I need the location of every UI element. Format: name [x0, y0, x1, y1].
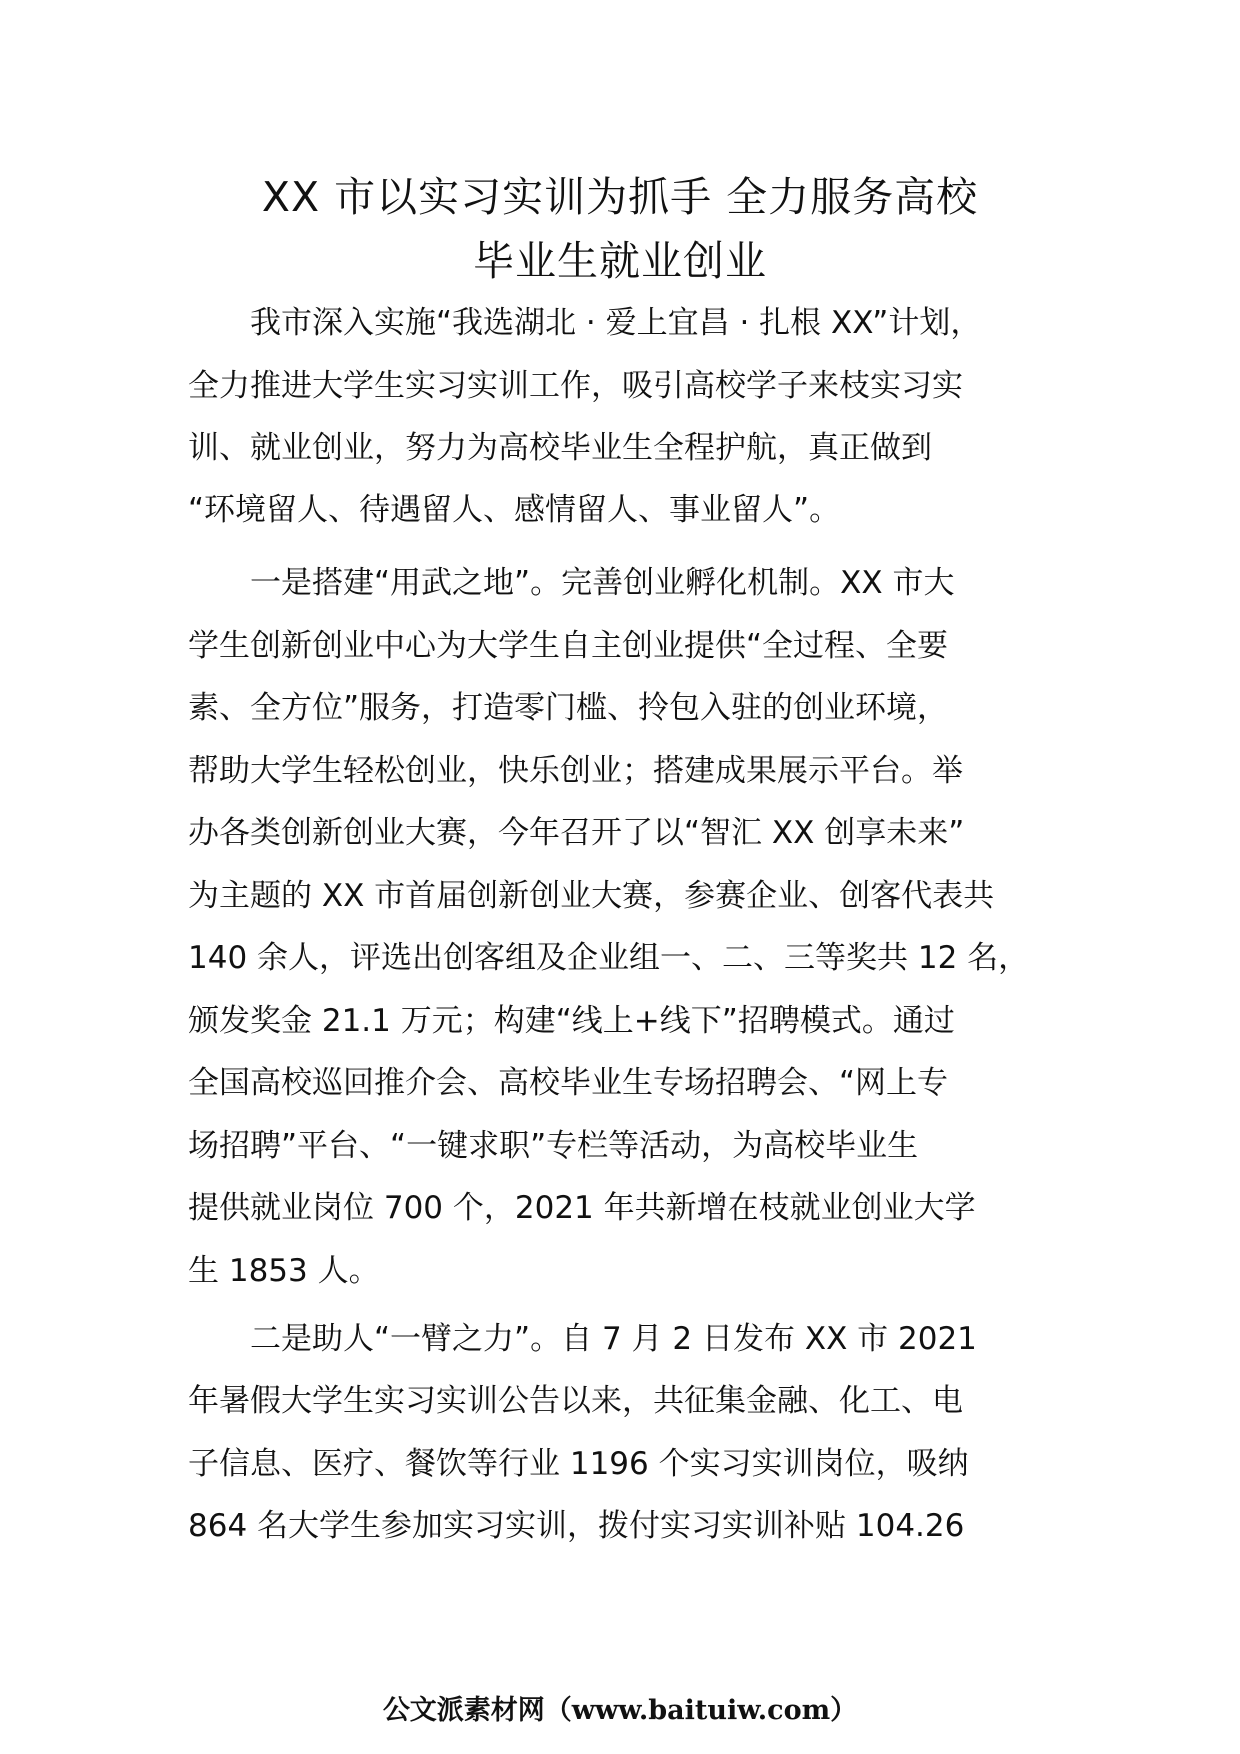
- body-line: 颁发奖金 21.1 万元；构建“线上+线下”招聘模式。通过: [188, 1003, 955, 1039]
- body-line: 全力推进大学生实习实训工作，吸引高校学子来枝实习实: [188, 368, 963, 404]
- body-line: 年暑假大学生实习实训公告以来，共征集金融、化工、电: [188, 1383, 963, 1419]
- body-line: 子信息、医疗、餐饮等行业 1196 个实习实训岗位，吸纳: [188, 1446, 969, 1482]
- body-line: 全国高校巡回推介会、高校毕业生专场招聘会、“网上专: [188, 1065, 949, 1101]
- body-line: 提供就业岗位 700 个，2021 年共新增在枝就业创业大学: [188, 1190, 976, 1226]
- body-line: 训、就业创业，努力为高校毕业生全程护航，真正做到: [188, 430, 932, 466]
- body-line: 一是搭建“用武之地”。完善创业孵化机制。XX 市大: [188, 565, 955, 601]
- body-line: 二是助人“一臂之力”。自 7 月 2 日发布 XX 市 2021: [188, 1321, 977, 1357]
- body-line: 场招聘”平台、“一键求职”专栏等活动，为高校毕业生: [188, 1128, 919, 1164]
- body-line: 为主题的 XX 市首届创新创业大赛，参赛企业、创客代表共: [188, 878, 995, 914]
- document-title-line-2: 毕业生就业创业: [473, 237, 767, 285]
- body-line: 生 1853 人。: [188, 1253, 380, 1289]
- body-line: 864 名大学生参加实习实训，拨付实习实训补贴 104.26: [188, 1508, 965, 1544]
- body-line: 帮助大学生轻松创业，快乐创业；搭建成果展示平台。举: [188, 753, 963, 789]
- body-line: 素、全方位”服务，打造零门槛、拎包入驻的创业环境，: [188, 690, 949, 726]
- body-line: 140 余人，评选出创客组及企业组一、二、三等奖共 12 名，: [188, 940, 1030, 976]
- body-line: 我市深入实施“我选湖北 · 爱上宜昌 · 扎根 XX”计划，: [188, 305, 982, 341]
- body-line: 办各类创新创业大赛，今年召开了以“智汇 XX 创享未来”: [188, 815, 965, 851]
- body-line: “环境留人、待遇留人、感情留人、事业留人”。: [188, 492, 841, 528]
- footer-watermark: 公文派素材网（www.baituiw.com）: [382, 1695, 858, 1726]
- body-line: 学生创新创业中心为大学生自主创业提供“全过程、全要: [188, 628, 949, 664]
- document-title-line-1: XX 市以实习实训为抓手 全力服务高校: [261, 173, 979, 221]
